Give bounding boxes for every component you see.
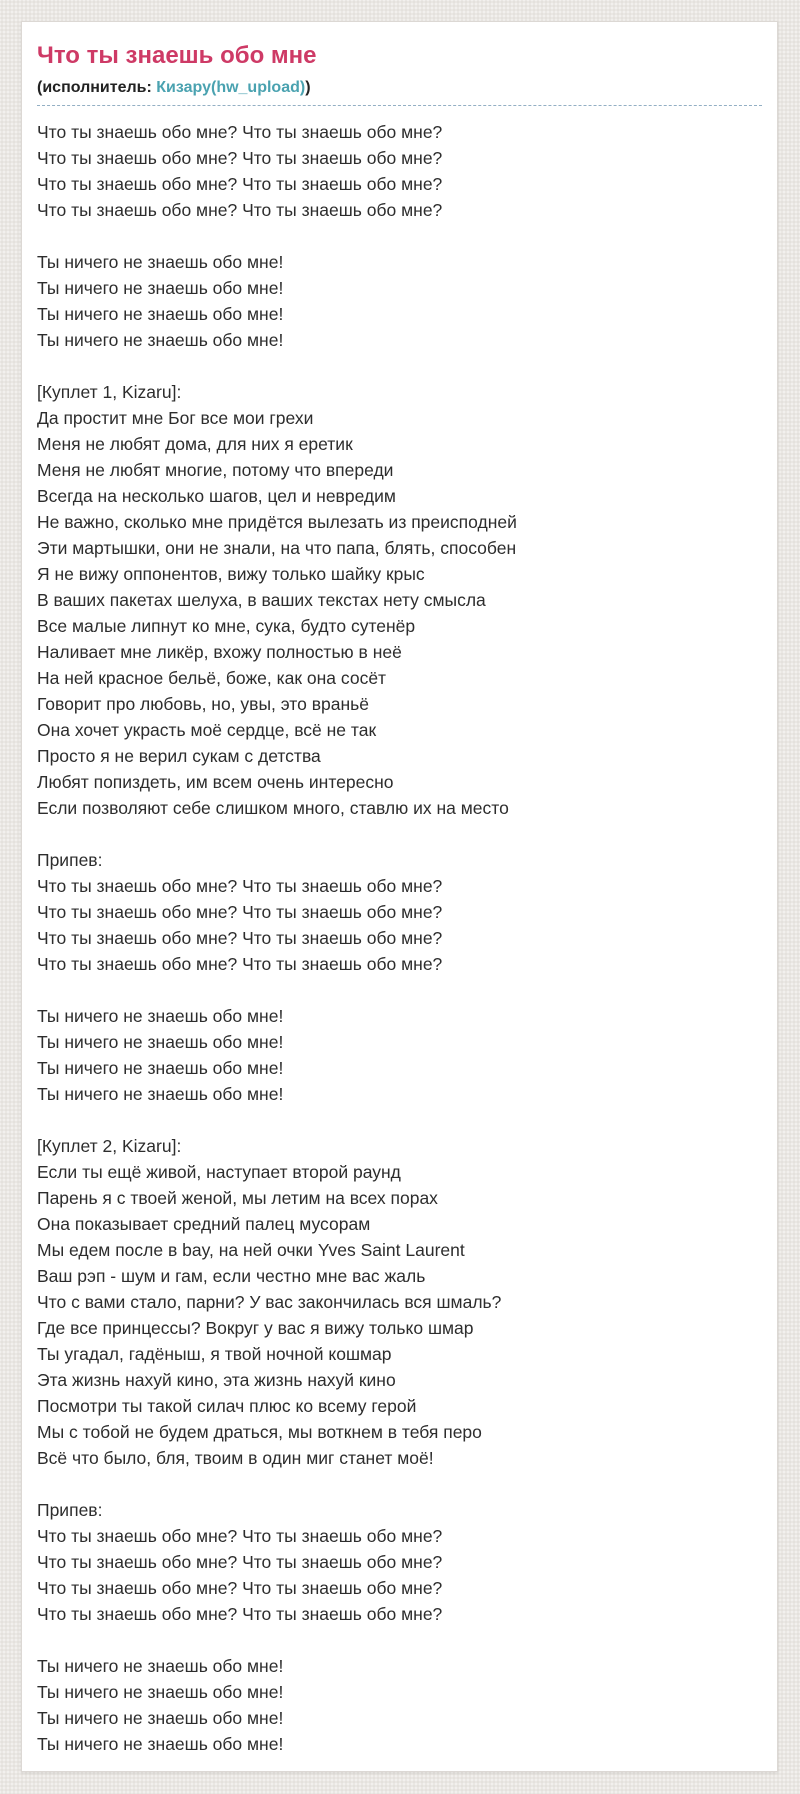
lyric-line: Что ты знаешь обо мне? Что ты знаешь обо мне? [37, 148, 443, 168]
lyric-line: Если ты ещё живой, наступает второй раунд [37, 1162, 401, 1182]
lyric-stanza [37, 379, 762, 821]
lyric-line: Ты ничего не знаешь обо мне! [37, 304, 284, 324]
lyric-line: Ты ничего не знаешь обо мне! [37, 1734, 284, 1754]
lyric-line: Ты ничего не знаешь обо мне! [37, 1656, 284, 1676]
lyric-line: [Куплет 1, Kizaru]: [37, 382, 182, 402]
song-title: Что ты знаешь обо мне [37, 42, 317, 69]
lyric-line: Парень я с твоей женой, мы летим на всех порах [37, 1188, 438, 1208]
lyric-line: Припев: [37, 1500, 103, 1520]
lyric-line: Мы едем после в bay, на ней очки Yves Saint Laurent [37, 1240, 465, 1260]
lyric-line: Что ты знаешь обо мне? Что ты знаешь обо мне? [37, 1526, 443, 1546]
lyrics [37, 106, 762, 1757]
lyric-line: На ней красное бельё, боже, как она сосёт [37, 668, 387, 688]
lyric-line: Если позволяют себе слишком много, ставлю их на место [37, 798, 509, 818]
lyric-line: Ты ничего не знаешь обо мне! [37, 1058, 284, 1078]
lyric-line: Да простит мне Бог все мои грехи [37, 408, 314, 428]
lyric-line: Не важно, сколько мне придётся вылезать из преисподней [37, 512, 517, 532]
lyric-line: Ты ничего не знаешь обо мне! [37, 1084, 284, 1104]
lyric-line: Что ты знаешь обо мне? Что ты знаешь обо мне? [37, 122, 443, 142]
artist-line [37, 77, 762, 106]
lyric-line: Ваш рэп - шум и гам, если честно мне вас жаль [37, 1266, 426, 1286]
lyric-line: Любят попиздеть, им всем очень интересно [37, 772, 394, 792]
lyric-line: Говорит про любовь, но, увы, это враньё [37, 694, 369, 714]
lyric-line: Эти мартышки, они не знали, на что папа, блять, способен [37, 538, 517, 558]
lyric-line: Что ты знаешь обо мне? Что ты знаешь обо мне? [37, 876, 443, 896]
artist-suffix: ) [305, 79, 311, 96]
lyrics-card [21, 21, 778, 1772]
lyric-line: Что ты знаешь обо мне? Что ты знаешь обо мне? [37, 902, 443, 922]
lyric-line: Что ты знаешь обо мне? Что ты знаешь обо мне? [37, 928, 443, 948]
lyric-line: Меня не любят многие, потому что впереди [37, 460, 394, 480]
lyric-line: В ваших пакетах шелуха, в ваших текстах нету смысла [37, 590, 486, 610]
lyric-stanza [37, 1003, 762, 1107]
lyric-line: Ты ничего не знаешь обо мне! [37, 278, 284, 298]
lyric-stanza [37, 1133, 762, 1471]
lyric-stanza [37, 119, 762, 223]
lyric-line: Что ты знаешь обо мне? Что ты знаешь обо мне? [37, 174, 443, 194]
lyric-line: Эта жизнь нахуй кино, эта жизнь нахуй кино [37, 1370, 396, 1390]
lyric-line: Ты ничего не знаешь обо мне! [37, 330, 284, 350]
lyric-line: Ты ничего не знаешь обо мне! [37, 1708, 284, 1728]
lyric-line: Все малые липнут ко мне, сука, будто сутенёр [37, 616, 416, 636]
lyric-line: Меня не любят дома, для них я еретик [37, 434, 353, 454]
lyric-line: Что ты знаешь обо мне? Что ты знаешь обо мне? [37, 1604, 443, 1624]
artist-label: (исполнитель: [37, 79, 152, 96]
lyric-stanza [37, 249, 762, 353]
lyric-stanza [37, 847, 762, 977]
lyric-line: Ты ничего не знаешь обо мне! [37, 1006, 284, 1026]
lyric-line: Она хочет украсть моё сердце, всё не так [37, 720, 377, 740]
lyric-line: Что с вами стало, парни? У вас закончилась вся шмаль? [37, 1292, 502, 1312]
lyric-line: Ты ничего не знаешь обо мне! [37, 1032, 284, 1052]
lyric-line: Ты угадал, гадёныш, я твой ночной кошмар [37, 1344, 392, 1364]
lyric-line: Посмотри ты такой силач плюс ко всему герой [37, 1396, 417, 1416]
lyric-line: Она показывает средний палец мусорам [37, 1214, 371, 1234]
lyric-line: Мы с тобой не будем драться, мы воткнем в тебя перо [37, 1422, 482, 1442]
lyric-line: Ты ничего не знаешь обо мне! [37, 1682, 284, 1702]
lyric-line: Что ты знаешь обо мне? Что ты знаешь обо мне? [37, 1578, 443, 1598]
lyric-line: Ты ничего не знаешь обо мне! [37, 252, 284, 272]
lyric-line: Наливает мне ликёр, вхожу полностью в неё [37, 642, 402, 662]
lyric-line: Что ты знаешь обо мне? Что ты знаешь обо мне? [37, 1552, 443, 1572]
lyric-line: Что ты знаешь обо мне? Что ты знаешь обо мне? [37, 200, 443, 220]
lyric-line: Я не вижу оппонентов, вижу только шайку крыс [37, 564, 425, 584]
lyric-stanza [37, 1497, 762, 1627]
lyric-line: Припев: [37, 850, 103, 870]
lyric-line: Всё что было, бля, твоим в один миг станет моё! [37, 1448, 434, 1468]
lyric-line: [Куплет 2, Kizaru]: [37, 1136, 182, 1156]
lyric-line: Где все принцессы? Вокруг у вас я вижу только шмар [37, 1318, 474, 1338]
lyric-line: Всегда на несколько шагов, цел и невредим [37, 486, 396, 506]
lyric-line: Просто я не верил сукам с детства [37, 746, 321, 766]
lyric-stanza [37, 1653, 762, 1757]
lyric-line: Что ты знаешь обо мне? Что ты знаешь обо мне? [37, 954, 443, 974]
artist-link[interactable]: Кизару(hw_upload) [156, 79, 306, 96]
